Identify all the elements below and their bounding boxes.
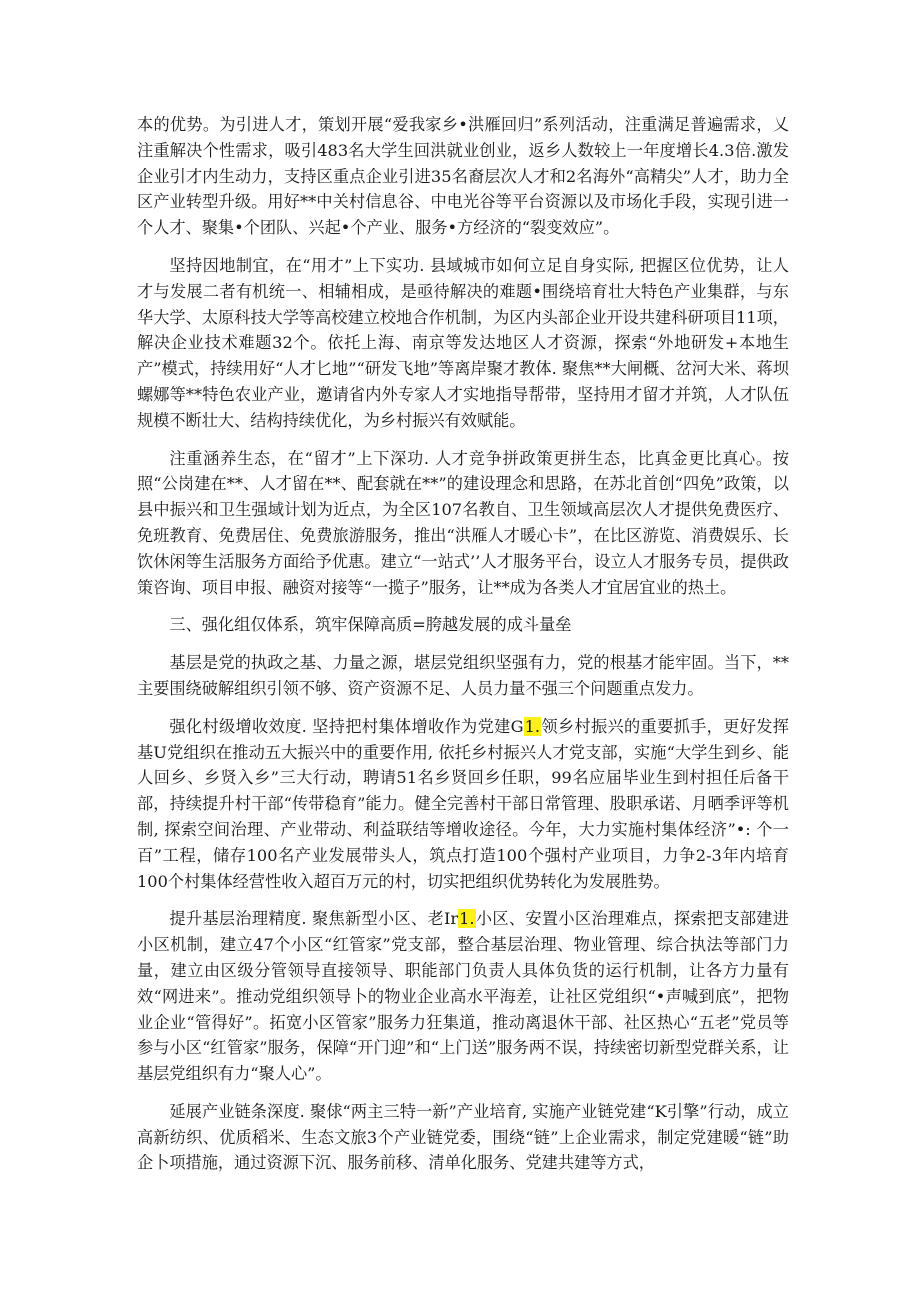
- highlighted-text: 1.: [459, 909, 475, 929]
- paragraph-text: 本的优势。为引进人才，策划开展“爱我家乡•洪雁回归”系列活动，注重满足普遍需求，乂注重解决个性需求，吸引483名大学生回洪就业创业，返乡人数较上一年度增长4.3倍.激发企业引才内生动力，支持区重点企业引进35名裔层次人才和2名海外“高精尖”人才，助力全区产业转型升级。用好**中关村信息谷、中电光谷等平台资源以及市场化手段，实现引进一个人才、聚集•个团队、兴起•个产业、服务•方经济的“裂变效应”。: [137, 115, 789, 238]
- paragraph-talent-introduction: [137, 112, 789, 241]
- paragraph-grassroots-intro: [137, 650, 789, 702]
- paragraph-text: 坚持因地制宜，在“用才”上下实功. 县域城市如何立足自身实际, 把握区位优势，让人才与发展二者有机统一、相辅相成，是亟待解决的难题•围绕培育壮大特色产业集群，与东华大学、太原科技大学等高校建立校地合作机制，为区内头部企业开设共建科研项目11项，解决企业技术难题32个。依托上海、南京等发达地区人才资源，探索“外地研发+本地生产”模式，持续用好“人才匕地”“研发飞地”等离岸聚才教体. 聚焦**大闸概、岔河大米、蒋坝螺娜等**特色农业产业，邀请省内外专家人才实地指导帮带，坚持用才留才并筑，人才队伍规模不断壮大、结构持续优化，为乡村振兴有效赋能。: [137, 255, 789, 430]
- paragraph-text: 领乡村振兴的重要抓手，更好发挥基U党组织在推动五大振兴中的重要作用, 依托乡村振兴人才党支部，实施“大学生到乡、能人回乡、乡贤入乡”三大行动，聘请51名乡贤回乡任职，99名应届毕业生到村担任后备干部，持续提升村干部“传带稳育”能力。健全完善村干部日常管理、股职承诺、月晒季评等机制, 探索空间治理、产业带动、利益联结等增收途径。今年，大力实施村集体经济”•: 个一百”工程，储存100名产业发展带头人，筑点打造100个强村产业项目，力争2-3年内培育100个村集体经营性收入超百万元的村，切实把组织优势转化为发展胜势。: [137, 716, 789, 891]
- paragraph-text: 基层是党的执政之基、力量之源，堪层党组织坚强有力，党的根基才能牢固。当下，**主要围绕破解组织引领不够、资产资源不足、人员力量不强三个问题重点发力。: [137, 653, 789, 698]
- paragraph-text: 小区、安置小区治理难点，探索把支部建进小区机制，建立47个小区“红管家”党支部，整合基层治理、物业管理、综合执法等部门力量，建立由区级分管领导直接领导、职能部门负责人具体负货的运行机制，让各方力量有效“网进来”。推动党组织领导卜的物业企业高水平海差，让社区党组织“•声喊到底”，把物业企业“管得好”。拓宽小区管家”服务力狂集道，推动离退休干部、社区热心“五老”党员等参与小区“红管家”服务，保障“开门迎”和“上门送”服务两不误，持续密切新型党群关系，让基层党组织有力“聚人心”。: [137, 909, 789, 1084]
- paragraph-text: 强化村级增收效度. 坚持把村集体增收作为党建G: [169, 716, 524, 736]
- highlighted-text: 1.: [524, 716, 541, 736]
- paragraph-use-talent: [137, 253, 789, 434]
- paragraph-grassroots-governance: [137, 906, 789, 1087]
- paragraph-text: 提升基层治理精度. 聚焦新型小区、老Ir: [169, 909, 459, 929]
- paragraph-village-income: [137, 714, 789, 895]
- document-page: [137, 112, 789, 1188]
- section-heading-text: 三、强化组仅体系，筑牢保障高质=胯越发展的成斗量垒: [169, 615, 572, 635]
- section-heading-three: [137, 612, 789, 638]
- paragraph-text: 注重涵养生态，在“留才”上下深功. 人才竞争拼政策更拼生态，比真金更比真心。按照“公岗建在**、人才留在**、配套就在**”的建设理念和思路，在苏北首创“四免”政策，以县中振兴和卫生强域计划为近点，为全区107名教自、卫生领域高层次人才提供免费医疗、免班教育、免费居住、免费旅游服务，推出“洪雁人才暖心卡”，在比区游览、消费娱乐、长饮休闲等生活服务方面给予优惠。建立“一站式’’人才服务平台，设立人才服务专员，提供政策咨询、项目申报、融资对接等“一揽子”服务，让**成为各类人才宜居宜业的热土。: [137, 448, 789, 597]
- paragraph-industry-chain: [137, 1099, 789, 1176]
- paragraph-text: 延展产业链条深度. 聚俅“两主三特一新”产业培育, 实施产业链党建“K引擎”行动，成立高新纺织、优质稻米、生态文旅3个产业链党委，围绕“链”上企业需求，制定党建暖“链”助企卜项措施，通过资源下沉、服务前移、清单化服务、党建共建等方式，: [137, 1101, 789, 1173]
- paragraph-retain-talent: [137, 446, 789, 601]
